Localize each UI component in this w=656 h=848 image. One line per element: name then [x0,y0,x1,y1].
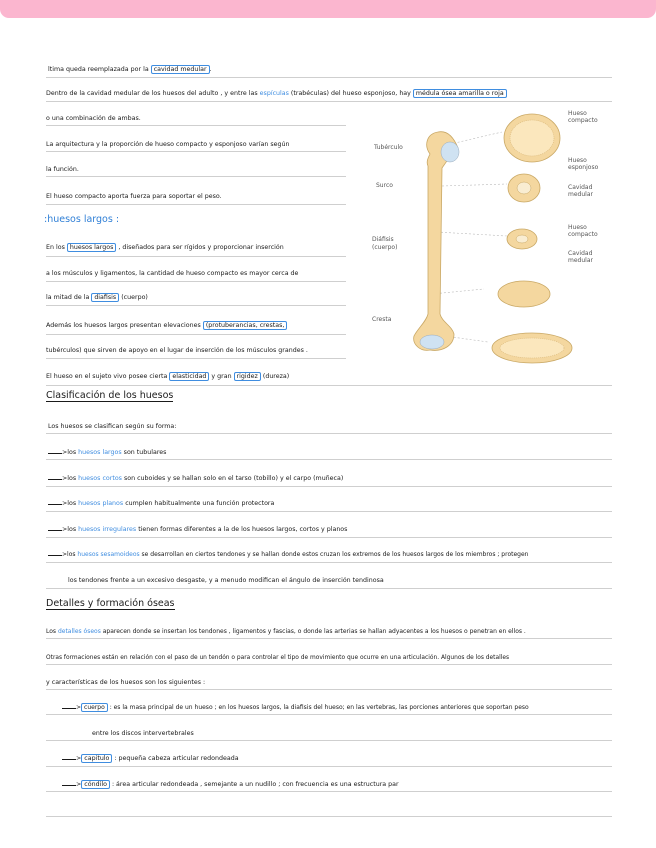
list-item-continuation: los tendones frente a un excesivo desgaste, y a menudo modifican el ángulo de inserción tendinosa [68,577,384,584]
list-item: > cóndilo : área articular redondeada , semejante a un nudillo ; con frecuencia es una estructura par [76,781,399,788]
label-hueso-esponjoso-2: esponjoso [568,164,599,171]
cross-section-proximal [504,114,560,162]
list-item: >los huesos irregulares tienen formas diferentes a la de los huesos largos, cortos y planos [62,526,348,533]
label-hueso-compacto: Hueso [568,110,587,117]
dash-marker [48,555,62,556]
label-tuberculo: Tubérculo [374,144,403,151]
list-item-continuation: entre los discos intervertebrales [92,730,194,737]
text-line: Además los huesos largos presentan elevaciones (protuberancias, crestas, [46,322,287,330]
top-accent-bar [0,0,656,18]
dash-marker [48,530,62,531]
cross-section-distal [492,333,572,363]
label-cavidad-medular: Cavidad [568,184,593,191]
text-line: Los detalles óseos aparecen donde se insertan los tendones , ligamentos y fascias, o donde las arterias se hallan adyacentes a los huesos o penetran en ellos . [46,628,526,635]
text-line: la mitad de la diafisis (cuerpo) [46,294,148,301]
text-line: La arquitectura y la proporción de hueso compacto y esponjoso varían según [46,141,290,148]
label-cavidad-medular-b2: medular [568,257,593,264]
text-line: y características de los huesos son los siguientes : [46,679,206,686]
label-cuerpo: (cuerpo) [372,244,398,251]
list-item: > capitulo : pequeña cabeza articular redondeada [76,755,239,762]
label-hueso-compacto-b2: compacto [568,231,598,238]
cross-section-upper [508,174,540,202]
cross-section-mid [507,229,537,249]
text-line: El hueso en el sujeto vivo posee cierta elasticidad y gran rigidez (dureza) [46,373,290,380]
dash-marker [48,504,62,505]
list-item: >los huesos largos son tubulares [62,449,167,456]
text-line: la función. [46,166,79,173]
cross-section-lower [498,281,550,307]
heading-huesos-largos: :huesos largos : [44,214,120,225]
dash-marker [62,785,76,786]
text-line: En los huesos largos , diseñados para ser rígidos y proporcionar inserción [46,244,284,251]
bone-illustration [362,104,612,369]
label-cavidad-medular-b: Cavidad [568,250,593,257]
text-line: ltima queda reemplazada por la cavidad medular . [48,66,212,73]
list-item: > cuerpo : es la masa principal de un hueso ; en los huesos largos, la diafisis del hueso; en las vertebras, las porciones anteriores que soportan peso [76,704,529,711]
dash-marker [62,759,76,760]
dash-marker [48,479,62,480]
label-hueso-compacto-2: compacto [568,117,598,124]
label-cresta: Cresta [372,316,392,323]
heading-detalles: Detalles y formación óseas [46,598,175,609]
text-line: Dentro de la cavidad medular de los huesos del adulto , y entre las espículas (trabéculas) del hueso esponjoso, hay médula ósea amarilla o roja [46,90,507,98]
list-item: >los huesos sesamoideos se desarrollan en ciertos tendones y se hallan donde estos cruzan los extremos de los huesos largos de los miembros ; protegen [62,551,529,558]
text-line: tubérculos) que sirven de apoyo en el lugar de inserción de los músculos grandes . [46,347,308,354]
text-line: El hueso compacto aporta fuerza para soportar el peso. [46,193,222,200]
list-item: >los huesos planos cumplen habitualmente una función protectora [62,500,275,507]
label-surco: Surco [376,182,393,189]
heading-clasificacion: Clasificación de los huesos [46,390,174,401]
text-line: o una combinación de ambas. [46,115,141,122]
list-item: >los huesos cortos son cuboides y se hallan solo en el tarso (tobillo) y el carpo (muñeca) [62,475,344,482]
text-line: a los músculos y ligamentos, la cantidad de hueso compacto es mayor cerca de [46,270,299,277]
humerus-bone [414,132,459,351]
dash-marker [48,453,62,454]
text-line: Los huesos se clasifican según su forma: [48,423,177,430]
label-hueso-compacto-b: Hueso [568,224,587,231]
dash-marker [62,708,76,709]
label-cavidad-medular-2: medular [568,191,593,198]
label-hueso-esponjoso: Hueso [568,157,587,164]
text-line: Otras formaciones están en relación con el paso de un tendón o para controlar el tipo de movimiento que ocurre en una articulación. Algunos de los detalles [46,655,510,661]
label-diafisis: Diáfisis [372,236,394,243]
